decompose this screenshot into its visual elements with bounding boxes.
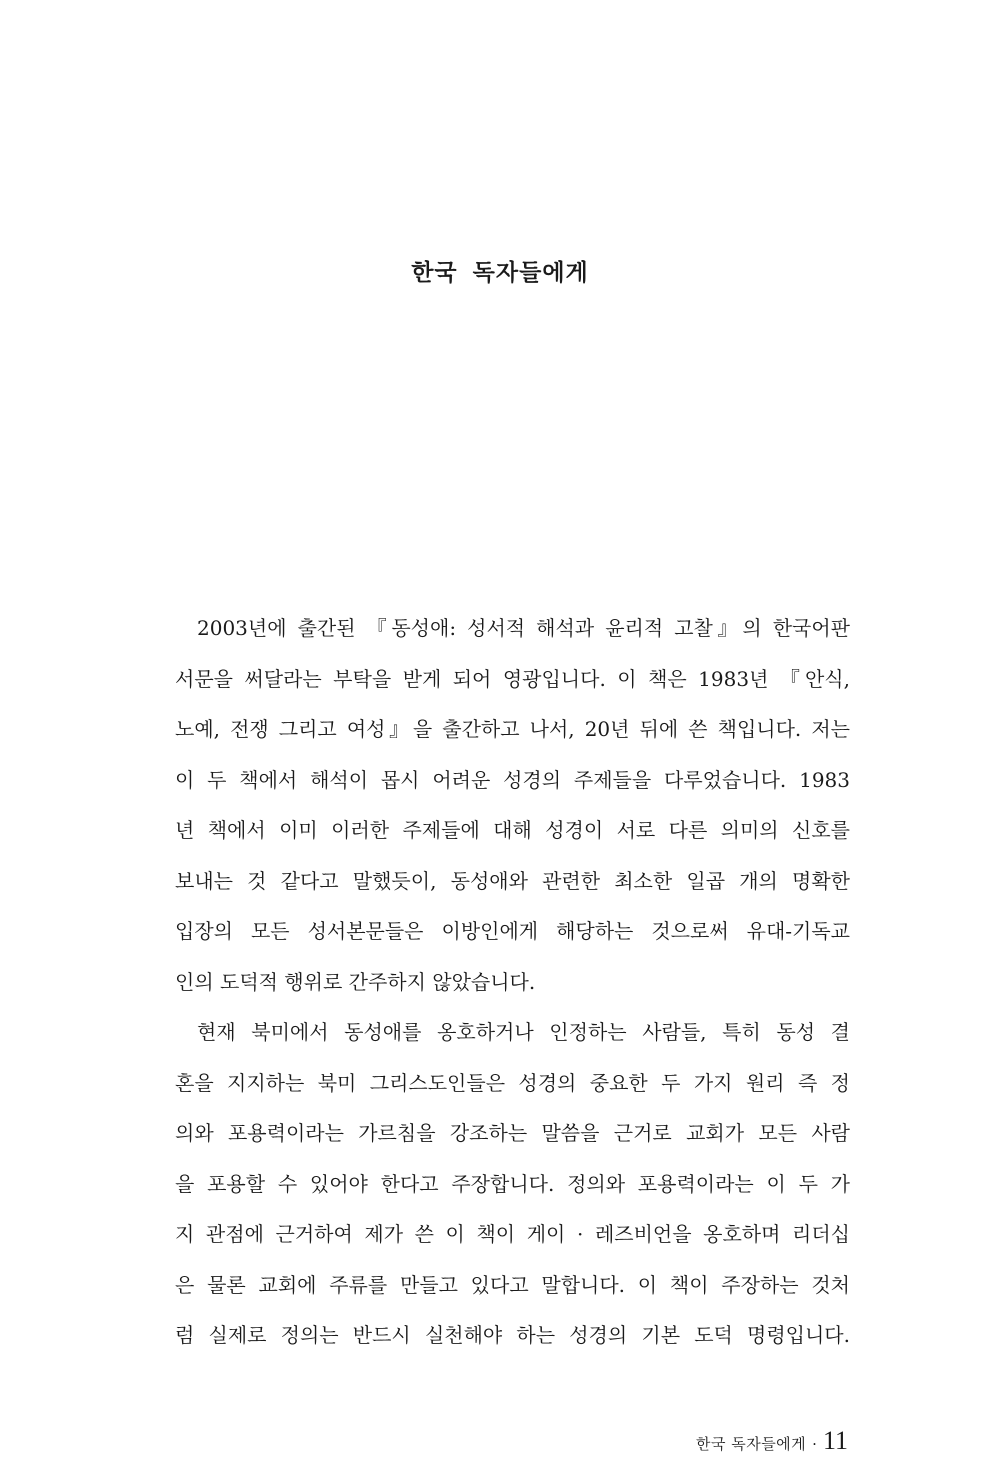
- page-number: 11: [822, 1426, 848, 1455]
- paragraph-1-line-1: 2003년에 출간된 『동성애: 성서적 해석과 윤리적 고찰』의 한국어판: [197, 616, 850, 640]
- page-footer: [696, 1426, 848, 1456]
- paragraph-1-line-5: 년 책에서 이미 이러한 주제들에 대해 성경이 서로 다른 의미의 신호를: [175, 818, 850, 842]
- body-text: [175, 603, 850, 1361]
- paragraph-1-line-2: 서문을 써달라는 부탁을 받게 되어 영광입니다. 이 책은 1983년 『안식,: [175, 666, 850, 691]
- paragraph-1-line-6: 보내는 것 같다고 말했듯이, 동성애와 관련한 최소한 일곱 개의 명확한: [175, 868, 850, 893]
- footer-separator: ·: [812, 1435, 817, 1453]
- paragraph-1-line-8: 인의 도덕적 행위로 간주하지 않았습니다.: [175, 969, 536, 994]
- paragraph-1-line-4: 이 두 책에서 해석이 몹시 어려운 성경의 주제들을 다루었습니다. 1983: [175, 767, 850, 792]
- paragraph-2-line-6: 은 물론 교회에 주류를 만들고 있다고 말합니다. 이 책이 주장하는 것처: [175, 1272, 850, 1297]
- paragraph-2-line-3: 의와 포용력이라는 가르침을 강조하는 말씀을 근거로 교회가 모든 사람: [175, 1121, 850, 1145]
- paragraph-2-line-5: 지 관점에 근거하여 제가 쓴 이 책이 게이 · 레즈비언을 옹호하며 리더십: [175, 1222, 850, 1246]
- paragraph-2-line-7: 럼 실제로 정의는 반드시 실천해야 하는 성경의 기본 도덕 명령입니다.: [175, 1323, 850, 1347]
- paragraph-1-line-7: 입장의 모든 성서본문들은 이방인에게 해당하는 것으로써 유대-기독교: [175, 919, 850, 943]
- paragraph-2-line-4: 을 포용할 수 있어야 한다고 주장합니다. 정의와 포용력이라는 이 두 가: [175, 1171, 850, 1196]
- page-title: 한국 독자들에게: [411, 260, 589, 286]
- paragraph-2-line-2: 혼을 지지하는 북미 그리스도인들은 성경의 중요한 두 가지 원리 즉 정: [175, 1070, 850, 1095]
- running-head: 한국 독자들에게: [695, 1435, 807, 1453]
- paragraph-2-line-1: 현재 북미에서 동성애를 옹호하거나 인정하는 사람들, 특히 동성 결: [197, 1020, 850, 1044]
- paragraph-1-line-3: 노예, 전쟁 그리고 여성』을 출간하고 나서, 20년 뒤에 쓴 책입니다. 저는: [175, 717, 850, 741]
